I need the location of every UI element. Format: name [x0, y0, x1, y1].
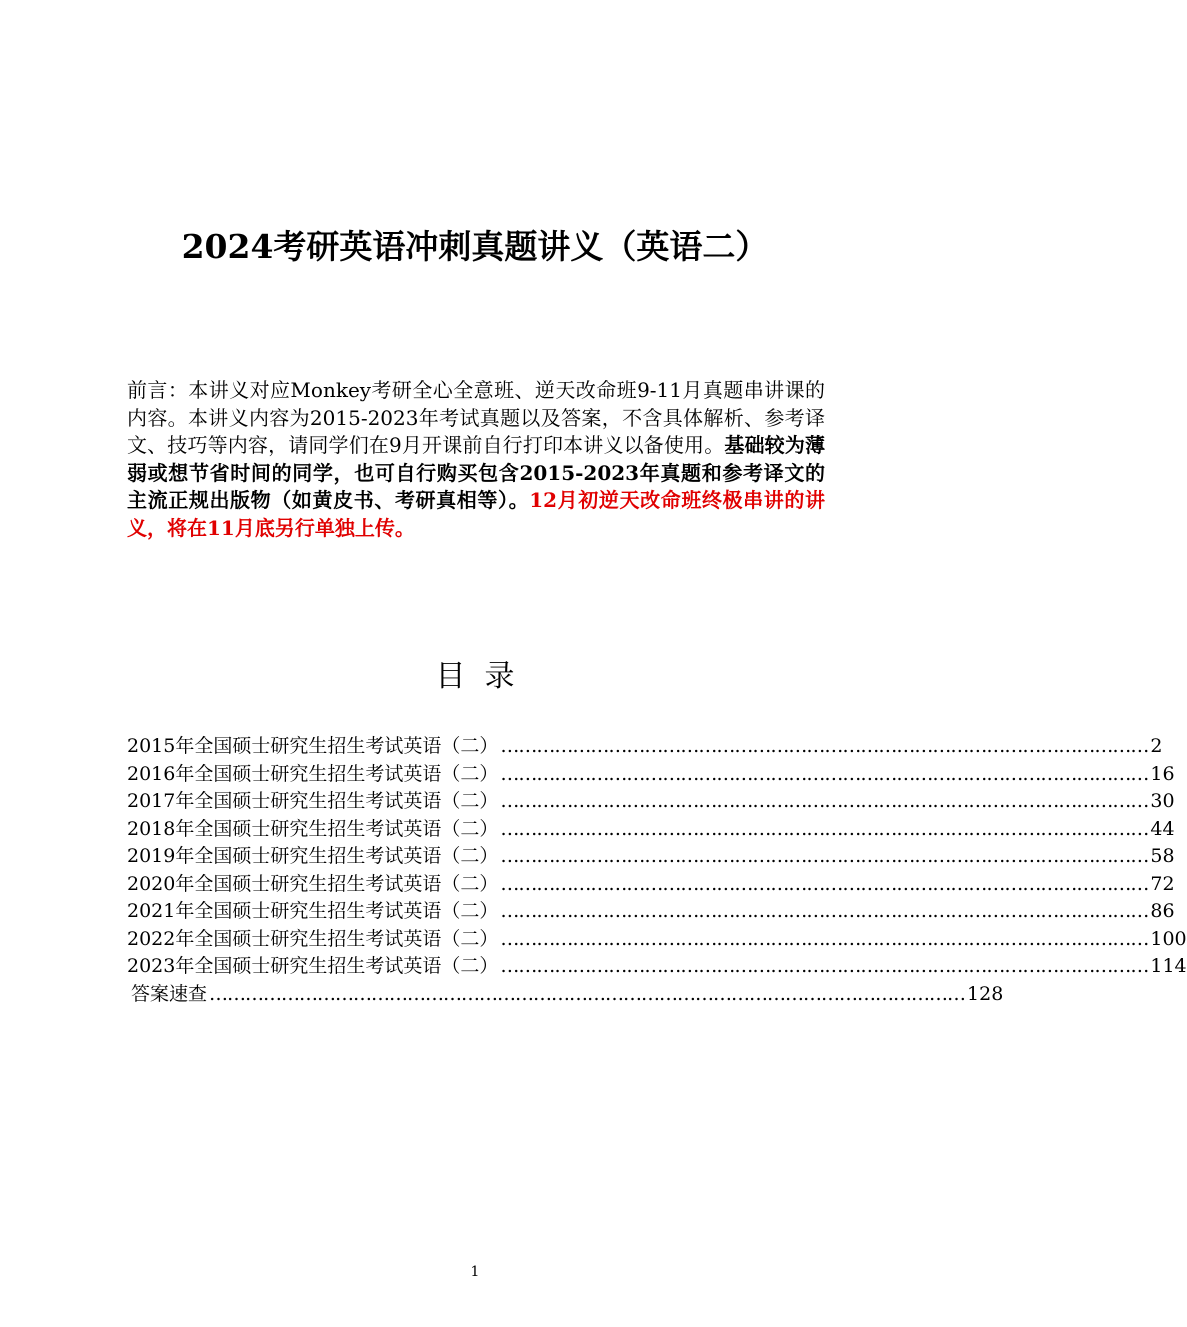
toc-leader-dots: ……………………………………………………………………………………………… — [500, 845, 1149, 867]
toc-entry[interactable] — [127, 843, 1175, 871]
preface-red-text: 12月初逆天改命班终极串讲的讲义，将在11月底另行单独上传。 — [127, 488, 825, 540]
toc-entry-label: 2020年全国硕士研究生招生考试英语（二） — [127, 872, 499, 895]
toc-entry-page: 44 — [1150, 817, 1175, 840]
toc-entry-page: 58 — [1150, 845, 1175, 867]
toc-entry-page: 72 — [1150, 872, 1175, 895]
toc-entry[interactable] — [127, 953, 1187, 981]
toc-leader-dots: ……………………………………………………………………………………………… — [500, 817, 1149, 840]
toc-leader-dots: ……………………………………………………………………………………………………………… — [209, 982, 966, 1005]
toc-entry-page: 2 — [1150, 735, 1163, 757]
document-title: 2024考研英语冲刺真题讲义（英语二） — [181, 227, 769, 266]
toc-leader-dots: ……………………………………………………………………………………………… — [500, 790, 1149, 812]
toc-entry[interactable] — [127, 898, 1175, 926]
toc-entry[interactable] — [127, 761, 1175, 789]
toc-entry[interactable] — [127, 788, 1175, 816]
toc-entry-label: 2023年全国硕士研究生招生考试英语（二） — [127, 955, 499, 977]
toc-entry-page: 128 — [967, 982, 1004, 1005]
toc-entry[interactable] — [127, 733, 1163, 761]
toc-entry-label: 2017年全国硕士研究生招生考试英语（二） — [127, 790, 499, 812]
toc-leader-dots: ……………………………………………………………………………………………… — [500, 762, 1149, 785]
toc-entry[interactable] — [127, 926, 1187, 954]
toc-entry-label: 2022年全国硕士研究生招生考试英语（二） — [127, 927, 499, 950]
toc-entry-label: 2019年全国硕士研究生招生考试英语（二） — [127, 845, 499, 867]
preface-normal-text: 前言：本讲义对应Monkey考研全心全意班、逆天改命班9-11月真题串讲课的内容。本讲义内容为2015-2023年考试真题以及答案，不含具体解析、参考译文、技巧等内容，请同学们在9月开课前自行打印本讲义以备使用。 — [127, 378, 825, 457]
toc-heading: 目 录 — [435, 659, 515, 694]
toc-entry[interactable] — [127, 871, 1175, 899]
toc-leader-dots: ……………………………………………………………………………………………… — [500, 927, 1149, 950]
toc-leader-dots: ……………………………………………………………………………………………… — [500, 955, 1149, 977]
toc-entry[interactable] — [127, 816, 1175, 844]
toc-entry-label: 2015年全国硕士研究生招生考试英语（二） — [127, 735, 499, 757]
table-of-contents — [127, 733, 1187, 1008]
toc-leader-dots: ……………………………………………………………………………………………… — [500, 900, 1149, 922]
preface-paragraph — [127, 377, 825, 542]
toc-entry-page: 16 — [1150, 762, 1175, 785]
toc-entry-page: 86 — [1150, 900, 1175, 922]
toc-entry-label: 2018年全国硕士研究生招生考试英语（二） — [127, 817, 499, 840]
toc-entry-label: 2016年全国硕士研究生招生考试英语（二） — [127, 762, 499, 785]
toc-entry-label: 2021年全国硕士研究生招生考试英语（二） — [127, 900, 499, 922]
toc-leader-dots: ……………………………………………………………………………………………… — [500, 872, 1149, 895]
toc-leader-dots: ……………………………………………………………………………………………… — [500, 735, 1149, 757]
toc-entry-page: 114 — [1150, 955, 1187, 977]
toc-entry-label: 答案速查 — [131, 982, 208, 1005]
toc-entry-page: 30 — [1150, 790, 1175, 812]
toc-entry[interactable] — [127, 981, 1004, 1009]
toc-entry-page: 100 — [1150, 927, 1187, 950]
preface-bold-text: 基础较为薄弱或想节省时间的同学，也可自行购买包含2015-2023年真题和参考译文的主流正规出版物（如黄皮书、考研真相等）。 — [127, 433, 825, 512]
page-number: 1 — [470, 1264, 480, 1280]
